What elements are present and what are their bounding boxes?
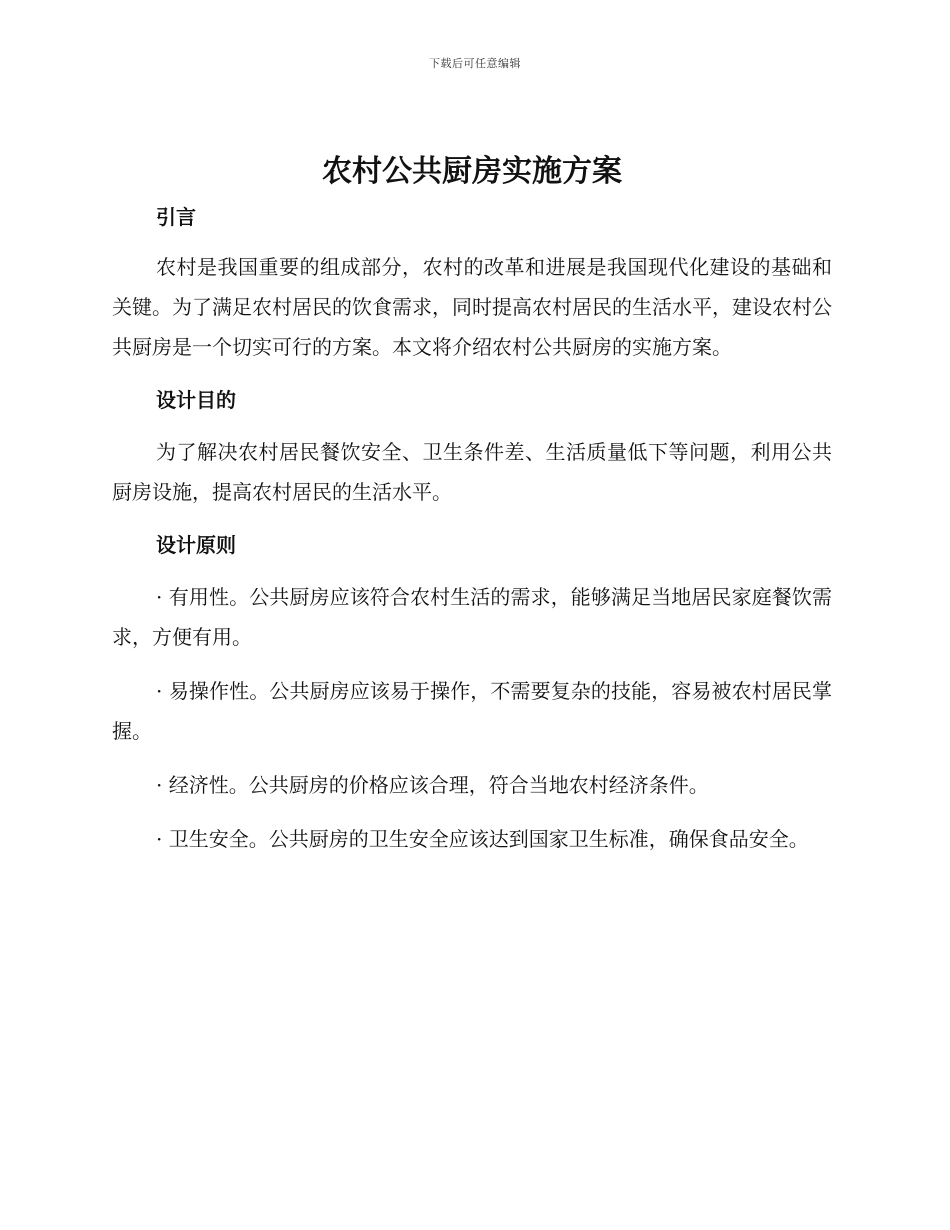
header-note: 下载后可任意编辑 (429, 57, 521, 70)
section-heading-purpose: 设计目的 (156, 388, 236, 412)
principle-item-usefulness: · 有用性。公共厨房应该符合农村生活的需求，能够满足当地居民家庭餐饮需求，方便有用。 (112, 585, 832, 649)
purpose-paragraph: 为了解决农村居民餐饮安全、卫生条件差、生活质量低下等问题，利用公共厨房设施，提高农村居民的生活水平。 (112, 440, 832, 504)
principle-item-ease-of-use: · 易操作性。公共厨房应该易于操作，不需要复杂的技能，容易被农村居民掌握。 (112, 679, 832, 743)
principles-list (112, 577, 832, 859)
document-body (112, 150, 832, 859)
principle-item-economy: · 经济性。公共厨房的价格应该合理，符合当地农村经济条件。 (156, 773, 709, 797)
section-heading-intro: 引言 (156, 205, 196, 229)
intro-paragraph: 农村是我国重要的组成部分，农村的改革和进展是我国现代化建设的基础和关键。为了满足农村居民的饮食需求，同时提高农村居民的生活水平，建设农村公共厨房是一个切实可行的方案。本文将介绍农村公共厨房的实施方案。 (112, 255, 832, 359)
document-title: 农村公共厨房实施方案 (322, 154, 622, 189)
principle-item-hygiene-safety: · 卫生安全。公共厨房的卫生安全应该达到国家卫生标准，确保食品安全。 (156, 827, 809, 851)
section-heading-principles: 设计原则 (156, 533, 236, 557)
